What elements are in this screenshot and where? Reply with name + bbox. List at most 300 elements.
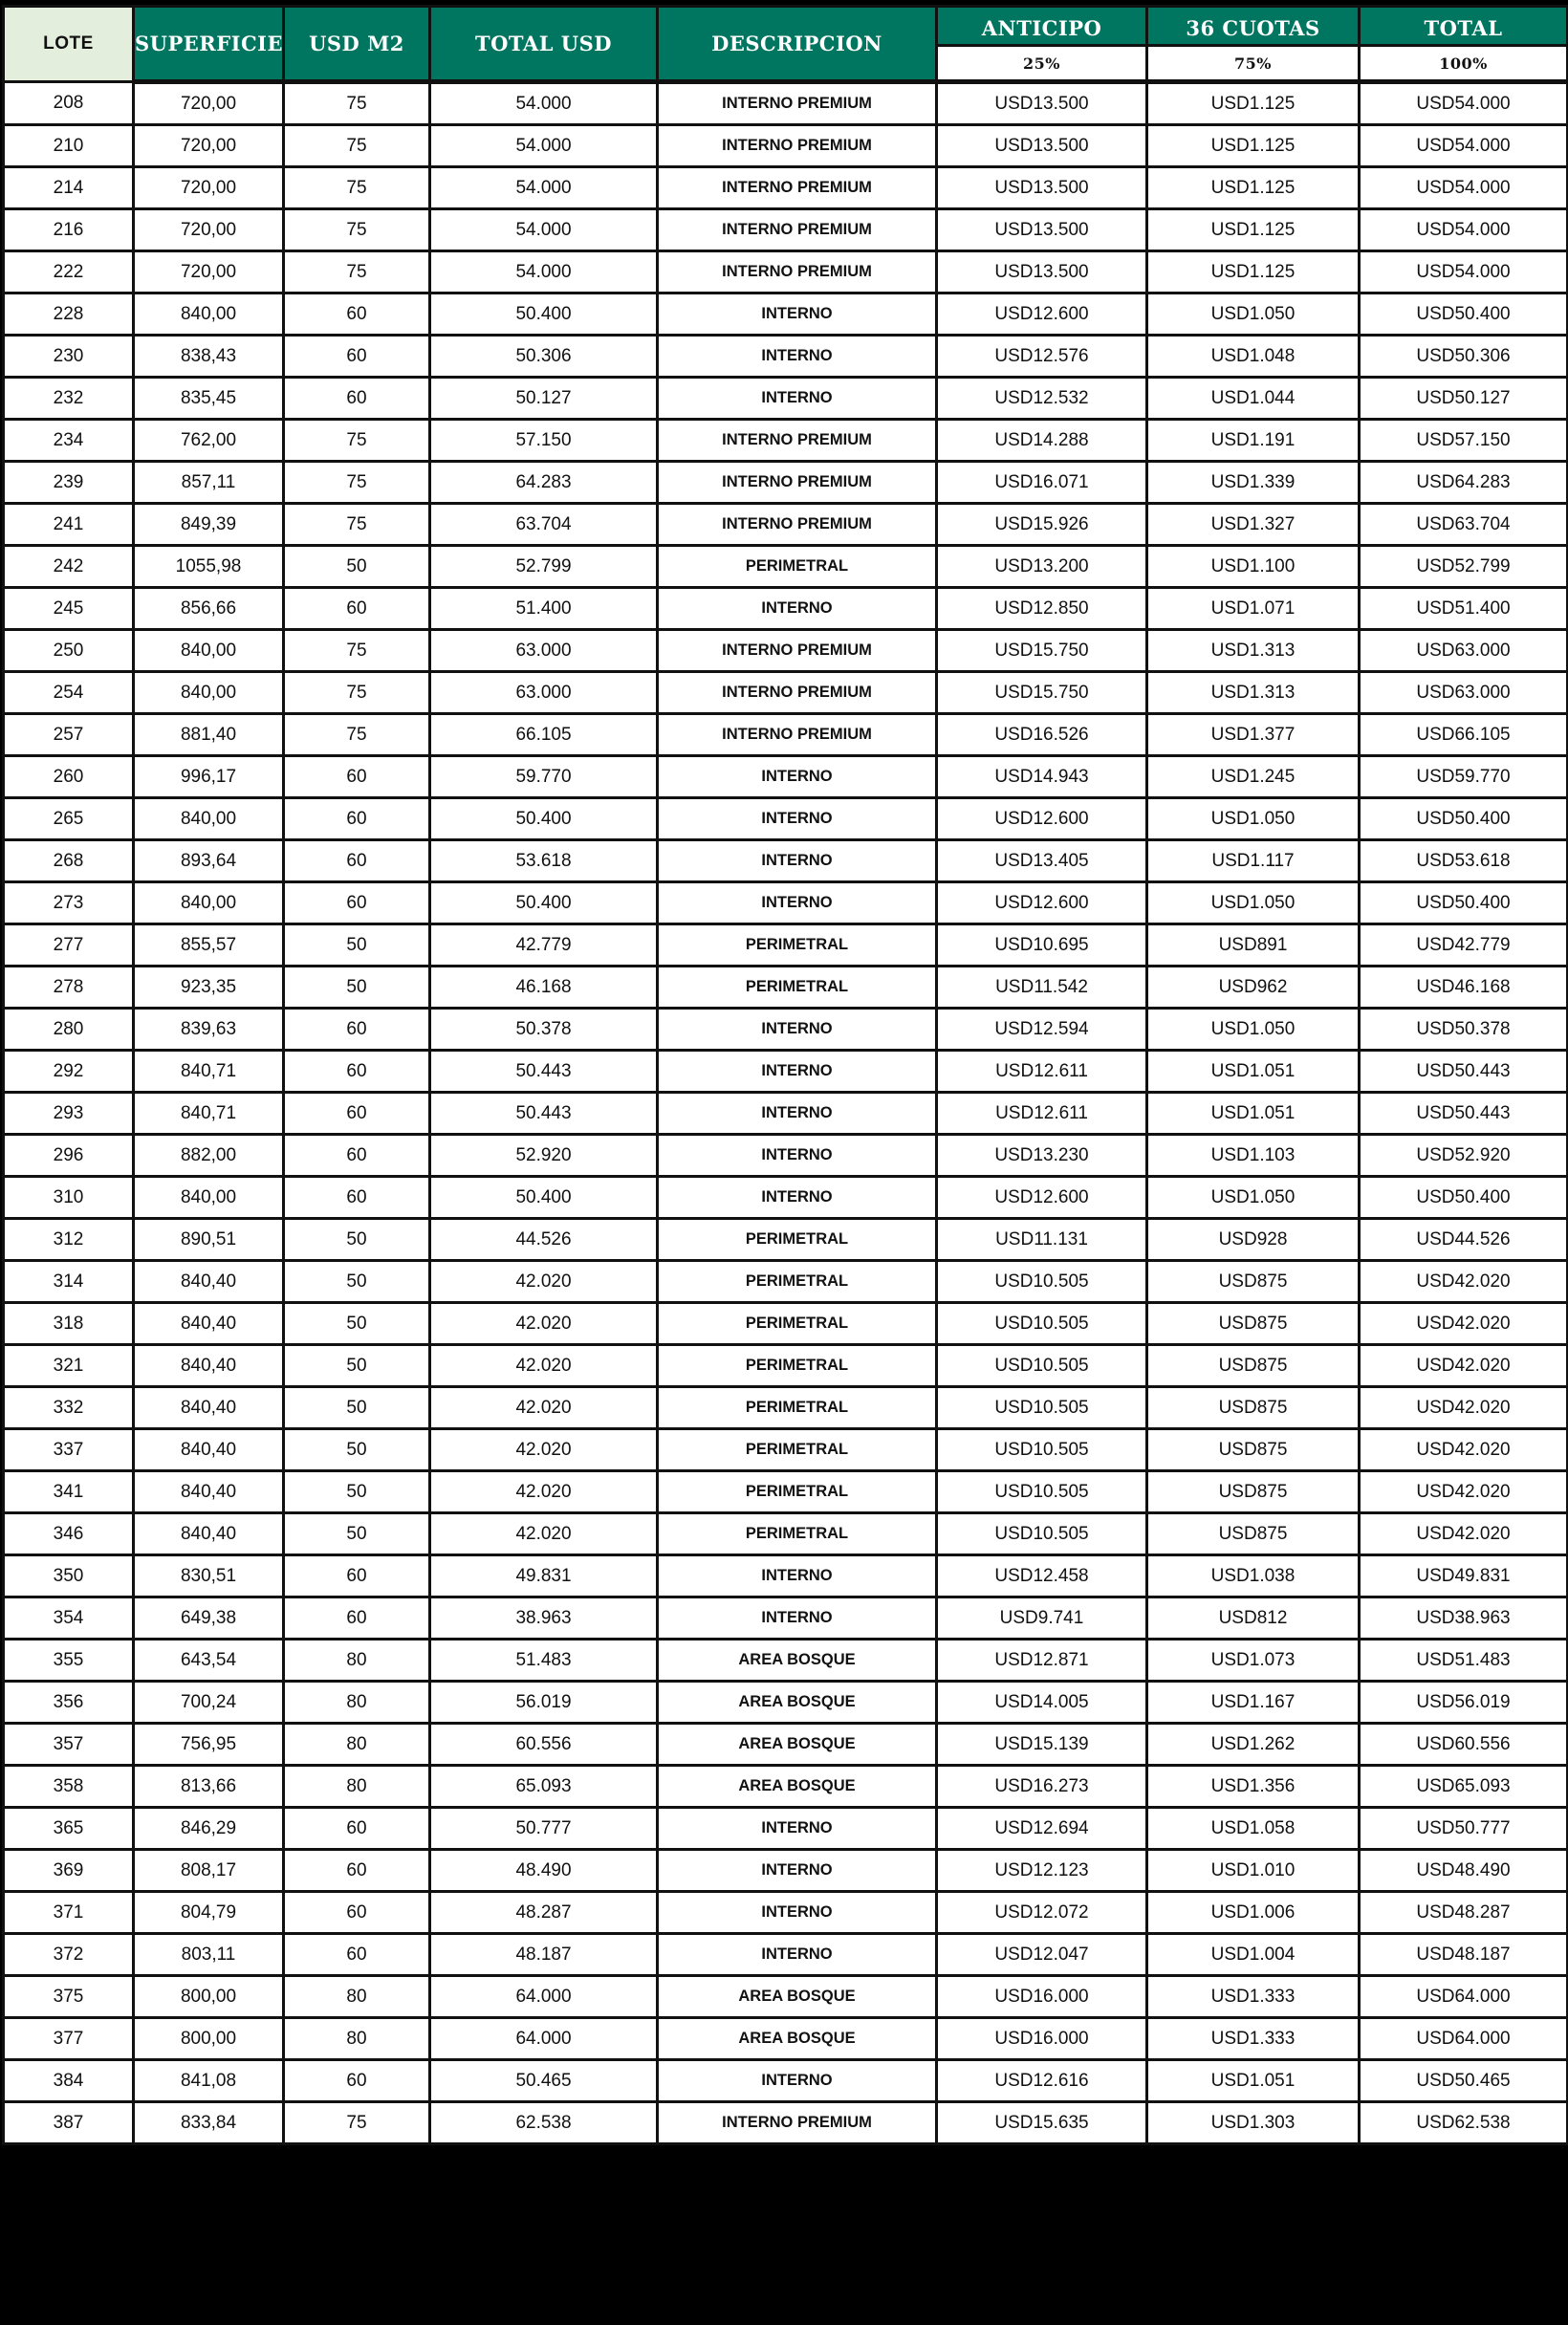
total-usd-cell: 38.963 <box>430 1597 658 1640</box>
table-row <box>4 209 1568 251</box>
total-cell: USD57.150 <box>1360 420 1568 462</box>
cuotas-cell: USD1.339 <box>1147 462 1360 504</box>
usd-m2-cell: 80 <box>284 1724 430 1766</box>
descripcion-cell: INTERNO <box>658 1850 937 1892</box>
anticipo-cell: USD13.500 <box>937 251 1147 293</box>
descripcion-cell: INTERNO PREMIUM <box>658 2102 937 2144</box>
total-cell: USD50.443 <box>1360 1093 1568 1135</box>
total-cell: USD44.526 <box>1360 1219 1568 1261</box>
superficie-cell: 804,79 <box>134 1892 284 1934</box>
superficie-cell: 840,71 <box>134 1051 284 1093</box>
total-cell: USD48.287 <box>1360 1892 1568 1934</box>
lote-cell: 377 <box>4 2018 134 2060</box>
total-usd-cell: 48.287 <box>430 1892 658 1934</box>
descripcion-cell: INTERNO PREMIUM <box>658 167 937 209</box>
usd-m2-cell: 50 <box>284 1387 430 1429</box>
total-usd-cell: 64.000 <box>430 2018 658 2060</box>
table-row <box>4 1303 1568 1345</box>
anticipo-cell: USD16.526 <box>937 714 1147 756</box>
usd-m2-cell: 75 <box>284 125 430 167</box>
lote-cell: 239 <box>4 462 134 504</box>
superficie-cell: 803,11 <box>134 1934 284 1976</box>
total-cell: USD52.920 <box>1360 1135 1568 1177</box>
header-lote: LOTE <box>4 7 134 82</box>
usd-m2-cell: 60 <box>284 882 430 924</box>
total-cell: USD64.000 <box>1360 1976 1568 2018</box>
usd-m2-cell: 75 <box>284 462 430 504</box>
header-cuotas-pct: 75% <box>1147 46 1360 82</box>
lote-cell: 365 <box>4 1808 134 1850</box>
total-usd-cell: 50.400 <box>430 293 658 336</box>
anticipo-cell: USD13.500 <box>937 209 1147 251</box>
descripcion-cell: AREA BOSQUE <box>658 1682 937 1724</box>
superficie-cell: 840,40 <box>134 1429 284 1471</box>
superficie-cell: 849,39 <box>134 504 284 546</box>
total-cell: USD64.000 <box>1360 2018 1568 2060</box>
total-cell: USD38.963 <box>1360 1597 1568 1640</box>
usd-m2-cell: 75 <box>284 672 430 714</box>
header-total-pct: 100% <box>1360 46 1568 82</box>
total-usd-cell: 44.526 <box>430 1219 658 1261</box>
cuotas-cell: USD1.303 <box>1147 2102 1360 2144</box>
usd-m2-cell: 60 <box>284 1555 430 1597</box>
table-row <box>4 714 1568 756</box>
cuotas-cell: USD1.103 <box>1147 1135 1360 1177</box>
header-total-usd: TOTAL USD <box>430 7 658 82</box>
anticipo-cell: USD13.500 <box>937 167 1147 209</box>
cuotas-cell: USD1.050 <box>1147 293 1360 336</box>
superficie-cell: 800,00 <box>134 2018 284 2060</box>
superficie-cell: 808,17 <box>134 1850 284 1892</box>
superficie-cell: 840,40 <box>134 1303 284 1345</box>
superficie-cell: 833,84 <box>134 2102 284 2144</box>
lote-cell: 265 <box>4 798 134 840</box>
anticipo-cell: USD12.594 <box>937 1009 1147 1051</box>
table-row <box>4 1051 1568 1093</box>
usd-m2-cell: 60 <box>284 1093 430 1135</box>
cuotas-cell: USD1.051 <box>1147 1051 1360 1093</box>
descripcion-cell: PERIMETRAL <box>658 1345 937 1387</box>
cuotas-cell: USD1.038 <box>1147 1555 1360 1597</box>
descripcion-cell: INTERNO <box>658 336 937 378</box>
descripcion-cell: PERIMETRAL <box>658 1219 937 1261</box>
total-cell: USD51.400 <box>1360 588 1568 630</box>
total-usd-cell: 52.799 <box>430 546 658 588</box>
total-usd-cell: 52.920 <box>430 1135 658 1177</box>
total-cell: USD54.000 <box>1360 167 1568 209</box>
usd-m2-cell: 75 <box>284 251 430 293</box>
lote-cell: 280 <box>4 1009 134 1051</box>
anticipo-cell: USD13.200 <box>937 546 1147 588</box>
anticipo-cell: USD12.047 <box>937 1934 1147 1976</box>
table-row <box>4 1177 1568 1219</box>
total-usd-cell: 42.020 <box>430 1303 658 1345</box>
descripcion-cell: AREA BOSQUE <box>658 1640 937 1682</box>
superficie-cell: 846,29 <box>134 1808 284 1850</box>
anticipo-cell: USD15.750 <box>937 630 1147 672</box>
usd-m2-cell: 75 <box>284 420 430 462</box>
usd-m2-cell: 60 <box>284 1934 430 1976</box>
superficie-cell: 762,00 <box>134 420 284 462</box>
lote-cell: 293 <box>4 1093 134 1135</box>
cuotas-cell: USD1.073 <box>1147 1640 1360 1682</box>
total-usd-cell: 50.306 <box>430 336 658 378</box>
lote-cell: 310 <box>4 1177 134 1219</box>
total-cell: USD63.704 <box>1360 504 1568 546</box>
header-descripcion: DESCRIPCION <box>658 7 937 82</box>
total-usd-cell: 42.020 <box>430 1429 658 1471</box>
usd-m2-cell: 60 <box>284 2060 430 2102</box>
usd-m2-cell: 50 <box>284 1345 430 1387</box>
lote-cell: 337 <box>4 1429 134 1471</box>
superficie-cell: 840,71 <box>134 1093 284 1135</box>
table-row <box>4 504 1568 546</box>
descripcion-cell: INTERNO PREMIUM <box>658 209 937 251</box>
usd-m2-cell: 75 <box>284 2102 430 2144</box>
cuotas-cell: USD875 <box>1147 1261 1360 1303</box>
superficie-cell: 830,51 <box>134 1555 284 1597</box>
cuotas-cell: USD1.125 <box>1147 251 1360 293</box>
superficie-cell: 856,66 <box>134 588 284 630</box>
anticipo-cell: USD15.139 <box>937 1724 1147 1766</box>
cuotas-cell: USD1.125 <box>1147 125 1360 167</box>
table-row <box>4 1640 1568 1682</box>
descripcion-cell: INTERNO <box>658 1177 937 1219</box>
superficie-cell: 643,54 <box>134 1640 284 1682</box>
anticipo-cell: USD14.288 <box>937 420 1147 462</box>
total-usd-cell: 46.168 <box>430 967 658 1009</box>
table-row <box>4 1976 1568 2018</box>
lote-cell: 350 <box>4 1555 134 1597</box>
descripcion-cell: INTERNO PREMIUM <box>658 82 937 125</box>
total-cell: USD50.306 <box>1360 336 1568 378</box>
superficie-cell: 649,38 <box>134 1597 284 1640</box>
usd-m2-cell: 80 <box>284 1682 430 1724</box>
anticipo-cell: USD12.458 <box>937 1555 1147 1597</box>
descripcion-cell: INTERNO <box>658 1093 937 1135</box>
table-row <box>4 1808 1568 1850</box>
total-usd-cell: 50.465 <box>430 2060 658 2102</box>
superficie-cell: 840,40 <box>134 1261 284 1303</box>
anticipo-cell: USD11.542 <box>937 967 1147 1009</box>
usd-m2-cell: 60 <box>284 378 430 420</box>
lote-cell: 384 <box>4 2060 134 2102</box>
total-cell: USD50.465 <box>1360 2060 1568 2102</box>
total-usd-cell: 63.000 <box>430 630 658 672</box>
descripcion-cell: INTERNO <box>658 378 937 420</box>
cuotas-cell: USD1.100 <box>1147 546 1360 588</box>
cuotas-cell: USD1.048 <box>1147 336 1360 378</box>
cuotas-cell: USD1.010 <box>1147 1850 1360 1892</box>
cuotas-cell: USD1.245 <box>1147 756 1360 798</box>
total-usd-cell: 48.490 <box>430 1850 658 1892</box>
descripcion-cell: INTERNO PREMIUM <box>658 504 937 546</box>
table-row <box>4 1219 1568 1261</box>
total-cell: USD46.168 <box>1360 967 1568 1009</box>
total-cell: USD60.556 <box>1360 1724 1568 1766</box>
total-usd-cell: 50.400 <box>430 798 658 840</box>
descripcion-cell: INTERNO <box>658 588 937 630</box>
lote-cell: 371 <box>4 1892 134 1934</box>
cuotas-cell: USD1.333 <box>1147 2018 1360 2060</box>
anticipo-cell: USD14.005 <box>937 1682 1147 1724</box>
table-row <box>4 1724 1568 1766</box>
cuotas-cell: USD1.125 <box>1147 82 1360 125</box>
table-row <box>4 546 1568 588</box>
usd-m2-cell: 50 <box>284 1429 430 1471</box>
cuotas-cell: USD1.262 <box>1147 1724 1360 1766</box>
cuotas-cell: USD1.125 <box>1147 209 1360 251</box>
lote-cell: 296 <box>4 1135 134 1177</box>
cuotas-cell: USD1.125 <box>1147 167 1360 209</box>
lote-cell: 354 <box>4 1597 134 1640</box>
total-cell: USD42.020 <box>1360 1513 1568 1555</box>
lote-cell: 375 <box>4 1976 134 2018</box>
total-usd-cell: 42.020 <box>430 1513 658 1555</box>
total-usd-cell: 54.000 <box>430 251 658 293</box>
lote-cell: 369 <box>4 1850 134 1892</box>
total-cell: USD50.400 <box>1360 798 1568 840</box>
total-usd-cell: 48.187 <box>430 1934 658 1976</box>
total-usd-cell: 63.000 <box>430 672 658 714</box>
superficie-cell: 840,00 <box>134 882 284 924</box>
table-row <box>4 125 1568 167</box>
anticipo-cell: USD15.635 <box>937 2102 1147 2144</box>
total-usd-cell: 42.020 <box>430 1345 658 1387</box>
usd-m2-cell: 75 <box>284 167 430 209</box>
table-row <box>4 293 1568 336</box>
total-cell: USD42.020 <box>1360 1345 1568 1387</box>
table-row <box>4 1934 1568 1976</box>
total-usd-cell: 54.000 <box>430 167 658 209</box>
superficie-cell: 840,40 <box>134 1513 284 1555</box>
cuotas-cell: USD1.051 <box>1147 2060 1360 2102</box>
lote-cell: 292 <box>4 1051 134 1093</box>
anticipo-cell: USD14.943 <box>937 756 1147 798</box>
lote-cell: 318 <box>4 1303 134 1345</box>
table-header <box>4 7 1568 82</box>
table-row <box>4 1766 1568 1808</box>
descripcion-cell: INTERNO <box>658 756 937 798</box>
total-cell: USD59.770 <box>1360 756 1568 798</box>
usd-m2-cell: 60 <box>284 1009 430 1051</box>
descripcion-cell: INTERNO PREMIUM <box>658 630 937 672</box>
lote-cell: 260 <box>4 756 134 798</box>
lote-cell: 257 <box>4 714 134 756</box>
header-cuotas: 36 CUOTAS <box>1147 7 1360 46</box>
anticipo-cell: USD10.505 <box>937 1387 1147 1429</box>
total-cell: USD50.400 <box>1360 882 1568 924</box>
total-cell: USD50.127 <box>1360 378 1568 420</box>
total-usd-cell: 49.831 <box>430 1555 658 1597</box>
descripcion-cell: PERIMETRAL <box>658 967 937 1009</box>
cuotas-cell: USD1.044 <box>1147 378 1360 420</box>
descripcion-cell: PERIMETRAL <box>658 1429 937 1471</box>
cuotas-cell: USD1.356 <box>1147 1766 1360 1808</box>
descripcion-cell: AREA BOSQUE <box>658 1976 937 2018</box>
anticipo-cell: USD12.611 <box>937 1093 1147 1135</box>
total-cell: USD42.779 <box>1360 924 1568 967</box>
total-usd-cell: 54.000 <box>430 125 658 167</box>
superficie-cell: 840,40 <box>134 1387 284 1429</box>
usd-m2-cell: 80 <box>284 2018 430 2060</box>
table-row <box>4 1471 1568 1513</box>
superficie-cell: 720,00 <box>134 82 284 125</box>
table-row <box>4 924 1568 967</box>
usd-m2-cell: 75 <box>284 504 430 546</box>
superficie-cell: 882,00 <box>134 1135 284 1177</box>
total-usd-cell: 54.000 <box>430 82 658 125</box>
lote-cell: 254 <box>4 672 134 714</box>
table-body <box>4 82 1568 2144</box>
superficie-cell: 840,00 <box>134 1177 284 1219</box>
table-row <box>4 1555 1568 1597</box>
descripcion-cell: INTERNO PREMIUM <box>658 420 937 462</box>
superficie-cell: 720,00 <box>134 167 284 209</box>
cuotas-cell: USD1.071 <box>1147 588 1360 630</box>
table-row <box>4 462 1568 504</box>
anticipo-cell: USD10.505 <box>937 1513 1147 1555</box>
usd-m2-cell: 75 <box>284 630 430 672</box>
anticipo-cell: USD12.850 <box>937 588 1147 630</box>
descripcion-cell: PERIMETRAL <box>658 1387 937 1429</box>
descripcion-cell: INTERNO <box>658 1555 937 1597</box>
cuotas-cell: USD1.377 <box>1147 714 1360 756</box>
superficie-cell: 893,64 <box>134 840 284 882</box>
table-row <box>4 1261 1568 1303</box>
anticipo-cell: USD12.123 <box>937 1850 1147 1892</box>
superficie-cell: 835,45 <box>134 378 284 420</box>
cuotas-cell: USD1.050 <box>1147 798 1360 840</box>
total-cell: USD50.443 <box>1360 1051 1568 1093</box>
anticipo-cell: USD12.600 <box>937 1177 1147 1219</box>
cuotas-cell: USD1.313 <box>1147 630 1360 672</box>
descripcion-cell: PERIMETRAL <box>658 1471 937 1513</box>
cuotas-cell: USD1.050 <box>1147 1177 1360 1219</box>
anticipo-cell: USD16.000 <box>937 1976 1147 2018</box>
total-cell: USD54.000 <box>1360 82 1568 125</box>
cuotas-cell: USD1.050 <box>1147 882 1360 924</box>
total-usd-cell: 50.400 <box>430 882 658 924</box>
usd-m2-cell: 60 <box>284 336 430 378</box>
total-usd-cell: 42.020 <box>430 1471 658 1513</box>
descripcion-cell: AREA BOSQUE <box>658 1766 937 1808</box>
cuotas-cell: USD1.191 <box>1147 420 1360 462</box>
usd-m2-cell: 75 <box>284 714 430 756</box>
usd-m2-cell: 50 <box>284 1513 430 1555</box>
table-row <box>4 336 1568 378</box>
total-usd-cell: 50.127 <box>430 378 658 420</box>
lote-cell: 332 <box>4 1387 134 1429</box>
total-usd-cell: 42.779 <box>430 924 658 967</box>
total-usd-cell: 50.378 <box>430 1009 658 1051</box>
descripcion-cell: INTERNO <box>658 798 937 840</box>
lote-cell: 268 <box>4 840 134 882</box>
cuotas-cell: USD1.006 <box>1147 1892 1360 1934</box>
table-row <box>4 1682 1568 1724</box>
anticipo-cell: USD16.071 <box>937 462 1147 504</box>
usd-m2-cell: 60 <box>284 1177 430 1219</box>
anticipo-cell: USD16.000 <box>937 2018 1147 2060</box>
usd-m2-cell: 80 <box>284 1640 430 1682</box>
lote-cell: 230 <box>4 336 134 378</box>
lots-price-table <box>2 5 1568 2145</box>
superficie-cell: 839,63 <box>134 1009 284 1051</box>
superficie-cell: 800,00 <box>134 1976 284 2018</box>
table-row <box>4 1597 1568 1640</box>
usd-m2-cell: 60 <box>284 840 430 882</box>
descripcion-cell: PERIMETRAL <box>658 1513 937 1555</box>
table-row <box>4 378 1568 420</box>
table-row <box>4 420 1568 462</box>
cuotas-cell: USD875 <box>1147 1387 1360 1429</box>
total-usd-cell: 56.019 <box>430 1682 658 1724</box>
table-row <box>4 2018 1568 2060</box>
table-row <box>4 251 1568 293</box>
table-row <box>4 1850 1568 1892</box>
usd-m2-cell: 50 <box>284 967 430 1009</box>
table-row <box>4 798 1568 840</box>
anticipo-cell: USD10.695 <box>937 924 1147 967</box>
usd-m2-cell: 60 <box>284 1892 430 1934</box>
total-cell: USD62.538 <box>1360 2102 1568 2144</box>
lote-cell: 210 <box>4 125 134 167</box>
superficie-cell: 840,40 <box>134 1471 284 1513</box>
descripcion-cell: INTERNO PREMIUM <box>658 125 937 167</box>
header-anticipo-pct: 25% <box>937 46 1147 82</box>
anticipo-cell: USD12.871 <box>937 1640 1147 1682</box>
total-cell: USD42.020 <box>1360 1429 1568 1471</box>
descripcion-cell: INTERNO <box>658 1808 937 1850</box>
lote-cell: 341 <box>4 1471 134 1513</box>
table-row <box>4 2102 1568 2144</box>
descripcion-cell: INTERNO <box>658 1051 937 1093</box>
total-cell: USD56.019 <box>1360 1682 1568 1724</box>
descripcion-cell: INTERNO <box>658 293 937 336</box>
descripcion-cell: INTERNO <box>658 1135 937 1177</box>
descripcion-cell: PERIMETRAL <box>658 1303 937 1345</box>
descripcion-cell: PERIMETRAL <box>658 546 937 588</box>
total-usd-cell: 53.618 <box>430 840 658 882</box>
lote-cell: 273 <box>4 882 134 924</box>
anticipo-cell: USD10.505 <box>937 1345 1147 1387</box>
descripcion-cell: INTERNO PREMIUM <box>658 714 937 756</box>
cuotas-cell: USD962 <box>1147 967 1360 1009</box>
total-usd-cell: 51.400 <box>430 588 658 630</box>
table-row <box>4 630 1568 672</box>
total-cell: USD50.400 <box>1360 293 1568 336</box>
descripcion-cell: PERIMETRAL <box>658 924 937 967</box>
cuotas-cell: USD1.004 <box>1147 1934 1360 1976</box>
lote-cell: 358 <box>4 1766 134 1808</box>
total-cell: USD64.283 <box>1360 462 1568 504</box>
cuotas-cell: USD928 <box>1147 1219 1360 1261</box>
anticipo-cell: USD12.072 <box>937 1892 1147 1934</box>
header-anticipo: ANTICIPO <box>937 7 1147 46</box>
total-usd-cell: 64.283 <box>430 462 658 504</box>
superficie-cell: 840,00 <box>134 630 284 672</box>
usd-m2-cell: 50 <box>284 1261 430 1303</box>
total-usd-cell: 63.704 <box>430 504 658 546</box>
lote-cell: 356 <box>4 1682 134 1724</box>
total-usd-cell: 57.150 <box>430 420 658 462</box>
superficie-cell: 720,00 <box>134 251 284 293</box>
superficie-cell: 857,11 <box>134 462 284 504</box>
usd-m2-cell: 80 <box>284 1766 430 1808</box>
cuotas-cell: USD1.167 <box>1147 1682 1360 1724</box>
table-row <box>4 672 1568 714</box>
descripcion-cell: AREA BOSQUE <box>658 1724 937 1766</box>
